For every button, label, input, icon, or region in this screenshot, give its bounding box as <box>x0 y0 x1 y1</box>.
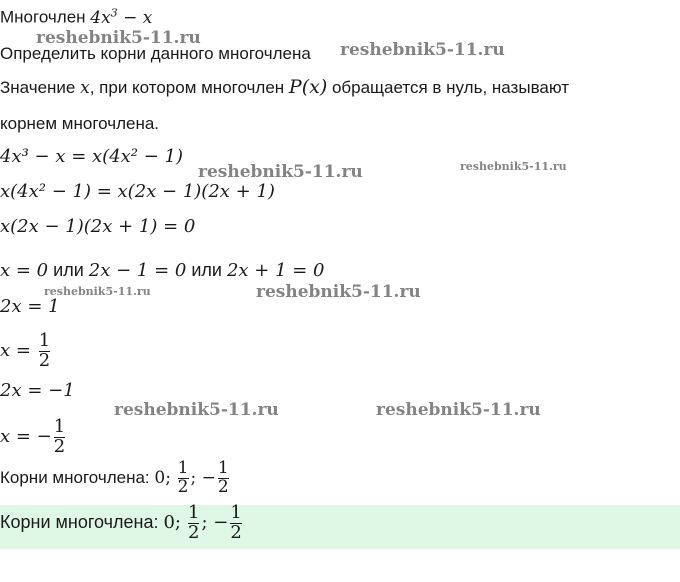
watermark: reshebnik5-11.ru <box>36 28 201 48</box>
step-2x-eq-minus-1: 2x = −1 <box>0 380 75 401</box>
watermark: reshebnik5-11.ru <box>44 285 151 298</box>
step-2x-eq-1: 2x = 1 <box>0 296 60 317</box>
watermark: reshebnik5-11.ru <box>256 282 421 302</box>
step-x-eq-half: x = $\frac{1}{2}$ <box>0 330 51 371</box>
question-text: Определить корни данного многочлена <box>0 44 311 63</box>
step-x-eq-minus-half: x = − $\frac{1}{2}$ <box>0 416 66 457</box>
step-difference-of-squares: x(4x² − 1) = x(2x − 1)(2x + 1) <box>0 181 275 202</box>
answer-plain: Корни многочлена: 0; $\frac{1}{2}$ ; − $\frac{1}{2}$ <box>0 458 229 497</box>
watermark: reshebnik5-11.ru <box>114 400 279 420</box>
answer-highlighted: Корни многочлена: 0; $\frac{1}{2}$ ; − $\frac{1}{2}$ <box>0 502 242 543</box>
step-factor-x: 4x³ − x = x(4x² − 1) <box>0 146 184 167</box>
watermark: reshebnik5-11.ru <box>340 40 505 60</box>
definition-line-1: Значение x, при котором многочлен P(x) обращается в нуль, называют <box>0 76 570 98</box>
watermark: reshebnik5-11.ru <box>198 162 363 182</box>
watermark: reshebnik5-11.ru <box>460 160 567 173</box>
task-title: Многочлен $4x^3 - x$ <box>0 6 153 28</box>
watermark: reshebnik5-11.ru <box>376 400 541 420</box>
step-equation: x(2x − 1)(2x + 1) = 0 <box>0 216 196 237</box>
definition-line-2: корнем многочлена. <box>0 114 160 133</box>
step-cases: x = 0 или 2x − 1 = 0 или 2x + 1 = 0 <box>0 260 325 281</box>
